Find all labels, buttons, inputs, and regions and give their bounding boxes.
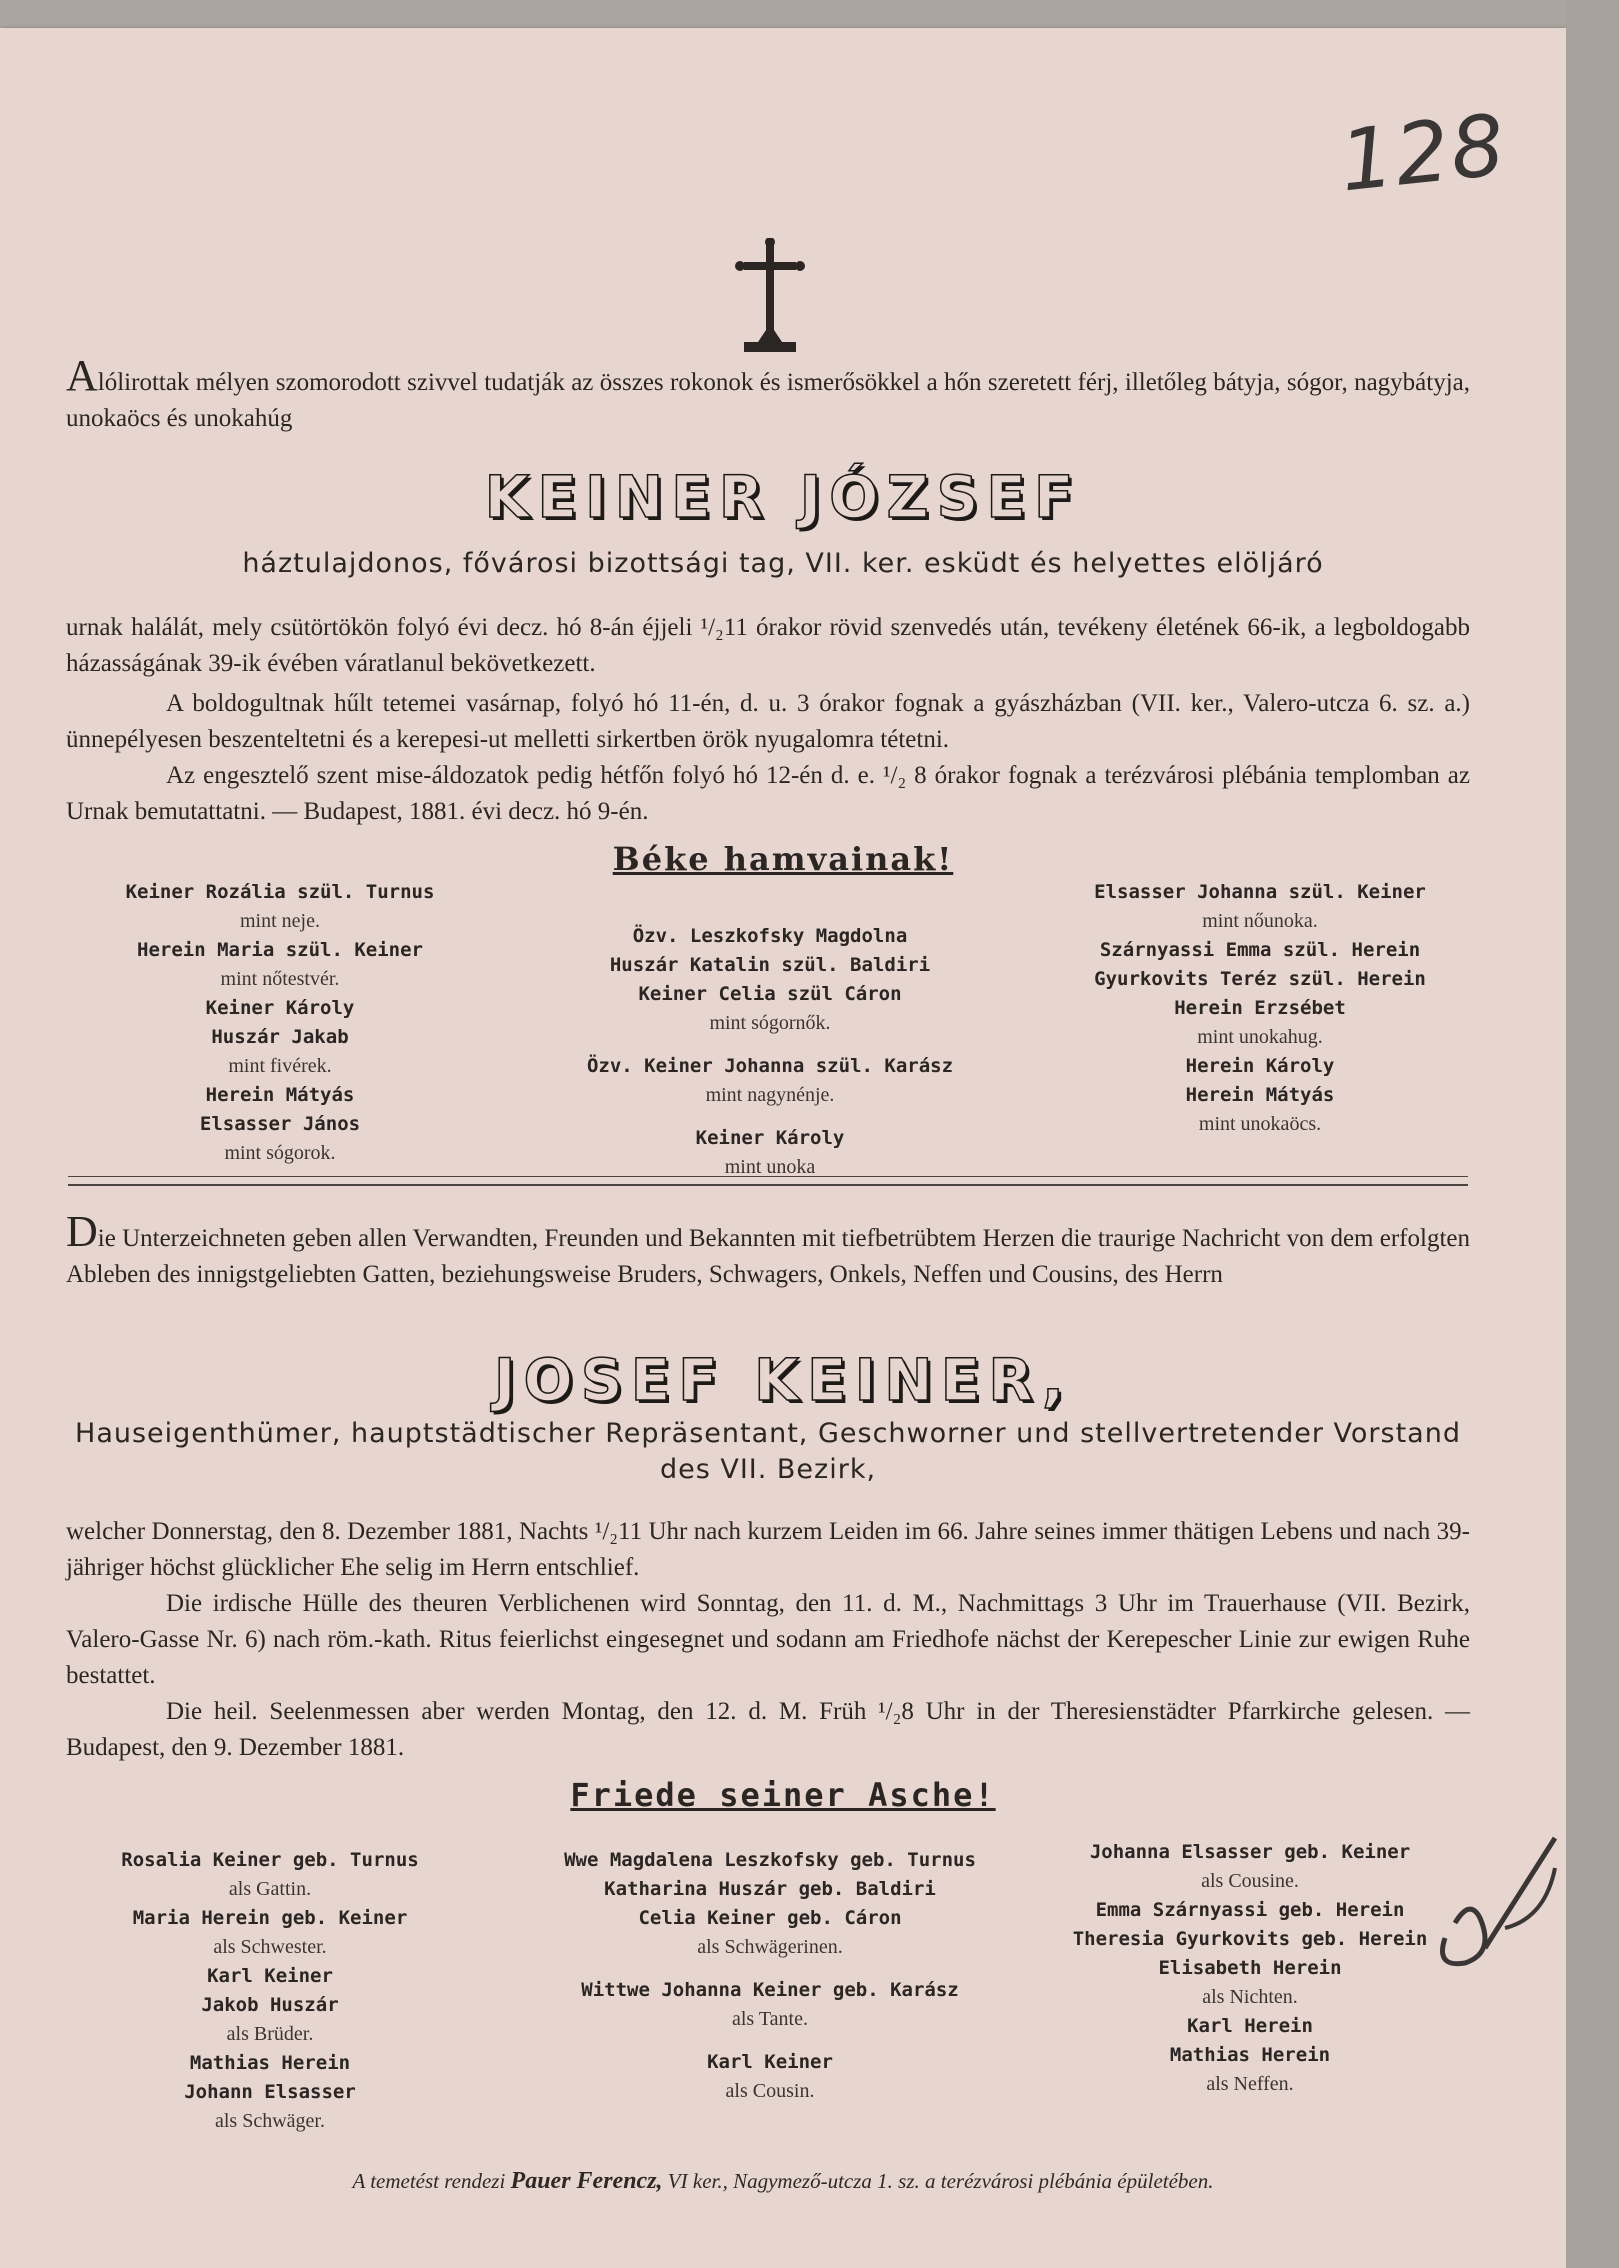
death-notice-sheet <box>0 28 1566 2268</box>
de-motto: Friede seiner Asche! <box>570 1776 996 1814</box>
hu-motto: Béke hamvainak! <box>612 840 954 878</box>
hu-mourners-right <box>1050 878 1470 1139</box>
scan-border-top <box>0 0 1566 28</box>
de-intro: Die Unterzeichneten geben allen Verwandten, Freunden und Bekannten mit tiefbetrübtem Herzen die traurige Nachricht von dem erfolgten Ableben des innigstgeliebten Gatten, beziehungsweise Bruders, Schwagers, Onkels, Neffen und Cousins, des Herrn <box>66 1207 1470 1288</box>
spacer <box>560 1110 980 1124</box>
undertaker-name: Pauer Ferencz, <box>510 2168 663 2194</box>
mourner-name: Karl Keiner <box>707 2051 833 2073</box>
de-deceased-title: Hauseigenthümer, hauptstädtischer Repräsentant, Geschworner und stellvertretender Vorstand des VII. Bezirk, <box>75 1418 1461 1485</box>
mourner-name: Karl Herein <box>1187 2015 1313 2037</box>
mourner-relation: mint nőtestvér. <box>220 968 340 990</box>
handwritten-annotation <box>1425 1818 1575 1998</box>
mourner-name: Theresia Gyurkovits geb. Herein <box>1072 1928 1428 1950</box>
mourner-relation: mint nagynénje. <box>705 1084 835 1106</box>
mourner-relation: als Schwester. <box>213 1936 327 1958</box>
mourner-name: Herein Maria szül. Keiner <box>137 939 423 961</box>
mourner-relation: mint sógornők. <box>709 1012 831 1034</box>
spacer <box>560 908 980 922</box>
cross-icon <box>735 238 805 358</box>
spacer <box>560 1038 980 1052</box>
footer-prefix: A temetést rendezi <box>352 2169 506 2193</box>
de-body-1: welcher Donnerstag, den 8. Dezember 1881, Nachts ¹/₂11 Uhr nach kurzem Leiden im 66. Jahre seines immer thätigen Lebens und nach 39-jähriger höchst glücklicher Ehe selig im Herrn entschlief. <box>66 1518 1470 1581</box>
mourner-relation: mint neje. <box>240 910 320 932</box>
mourner-name: Wittwe Johanna Keiner geb. Karász <box>581 1979 959 2001</box>
mourner-relation: als Cousin. <box>725 2080 815 2102</box>
mourner-name: Johanna Elsasser geb. Keiner <box>1089 1841 1411 1863</box>
mourner-name: Keiner Celia szül Cáron <box>638 983 902 1005</box>
mourner-name: Emma Szárnyassi geb. Herein <box>1095 1899 1405 1921</box>
de-body-2: Die irdische Hülle des theuren Verblichenen wird Sonntag, den 11. d. M., Nachmittags 3 Uhr im Trauerhause (VII. Bezirk, Valero-Gasse Nr. 6) nach röm.-kath. Ritus feierlichst eingesegnet und sodann am Friedhofe nächst der Kerepescher Linie zur ewigen Ruhe bestattet. <box>66 1590 1470 1689</box>
spacer <box>560 2034 980 2048</box>
mourner-name: Johann Elsasser <box>184 2081 356 2103</box>
undertaker-line <box>0 2168 1566 2195</box>
hu-deceased-name: KEINER JÓZSEF <box>484 463 1082 531</box>
mourner-relation: als Brüder. <box>226 2023 314 2045</box>
de-mourners-right <box>1040 1838 1460 2099</box>
mourner-name: Özv. Leszkofsky Magdolna <box>632 925 908 947</box>
mourner-relation: als Neffen. <box>1206 2073 1294 2095</box>
mourner-relation: als Tante. <box>732 2008 808 2030</box>
mourner-name: Katharina Huszár geb. Baldiri <box>604 1878 936 1900</box>
hu-body-2: A boldogultnak hűlt tetemei vasárnap, folyó hó 11-én, d. u. 3 órakor fognak a gyászházban (VII. ker., Valero-utcza 6. sz. a.) ünnepélyesen beszenteltetni és a kerepesi-ut melletti sirkertben örök nyugalomra tétetni. <box>66 690 1470 753</box>
mourner-name: Szárnyassi Emma szül. Herein <box>1099 939 1421 961</box>
hu-deceased-title: háztulajdonos, fővárosi bizottsági tag, VII. ker. esküdt és helyettes elöljáró <box>242 548 1324 579</box>
de-deceased-name: JOSEF KEINER, <box>493 1346 1073 1414</box>
mourner-name: Huszár Jakab <box>211 1026 349 1048</box>
footer-address: VI ker., Nagymező-utcza 1. sz. a terézvárosi plébánia épületében. <box>667 2169 1214 2193</box>
de-body-3: Die heil. Seelenmessen aber werden Montag, den 12. d. M. Früh ¹/₂8 Uhr in der Theresienstädter Pfarrkirche gelesen. — Budapest, den 9. Dezember 1881. <box>66 1698 1470 1761</box>
mourner-relation: mint fivérek. <box>228 1055 332 1077</box>
mourner-name: Mathias Herein <box>1169 2044 1331 2066</box>
mourner-name: Huszár Katalin szül. Baldiri <box>609 954 931 976</box>
mourner-name: Keiner Károly <box>695 1127 845 1149</box>
hu-body-1: urnak halálát, mely csütörtökön folyó évi decz. hó 8-án éjjeli ¹/₂11 órakor rövid szenvedés után, tevékeny életének 66-ik, a legboldogabb házasságának 39-ik évében váratlanul bekövetkezett. <box>66 614 1470 677</box>
mourner-name: Wwe Magdalena Leszkofsky geb. Turnus <box>564 1849 976 1871</box>
mourner-relation: als Gattin. <box>228 1878 312 1900</box>
hu-mourners-middle <box>560 908 980 1182</box>
mourner-name: Herein Mátyás <box>205 1084 355 1106</box>
mourner-relation: als Schwäger. <box>215 2110 325 2132</box>
mourner-relation: als Schwägerinen. <box>697 1936 843 1958</box>
mourner-name: Maria Herein geb. Keiner <box>132 1907 408 1929</box>
mourner-name: Jakob Huszár <box>201 1994 339 2016</box>
mourner-relation: mint nőunoka. <box>1202 910 1318 932</box>
mourner-name: Keiner Károly <box>205 997 355 1019</box>
mourner-relation: mint sógorok. <box>224 1142 336 1164</box>
hu-body-3: Az engesztelő szent mise-áldozatok pedig hétfőn folyó hó 12-én d. e. ¹/₂ 8 órakor fognak a terézvárosi plébánia templomban az Urnak bemutattatni. — Budapest, 1881. évi decz. hó 9-én. <box>66 762 1470 825</box>
mourner-name: Keiner Rozália szül. Turnus <box>125 881 435 903</box>
mourner-relation: als Nichten. <box>1202 1986 1298 2008</box>
hu-intro: Alólirottak mélyen szomorodott szivvel tudatják az összes rokonok és ismerősökkel a hőn szeretett férj, illetőleg bátyja, sógor, nagybátyja, unokaöcs és unokahúg <box>66 351 1470 432</box>
de-mourners-middle <box>560 1846 980 2106</box>
mourner-relation: mint unoka <box>724 1156 816 1178</box>
mourner-name: Herein Erzsébet <box>1174 997 1346 1019</box>
mourner-name: Elisabeth Herein <box>1158 1957 1342 1979</box>
section-divider <box>68 1176 1468 1186</box>
mourner-name: Mathias Herein <box>189 2052 351 2074</box>
scan-border-right <box>1566 0 1619 2268</box>
mourner-name: Özv. Keiner Johanna szül. Karász <box>586 1055 954 1077</box>
mourner-relation: mint unokahug. <box>1197 1026 1323 1048</box>
mourner-name: Herein Mátyás <box>1185 1084 1335 1106</box>
mourner-relation: als Cousine. <box>1201 1870 1299 1892</box>
mourner-name: Karl Keiner <box>207 1965 333 1987</box>
de-mourners-left <box>60 1846 480 2136</box>
mourner-name: Rosalia Keiner geb. Turnus <box>121 1849 419 1871</box>
hu-mourners-left <box>70 878 490 1168</box>
spacer <box>560 1962 980 1976</box>
mourner-name: Celia Keiner geb. Cáron <box>638 1907 902 1929</box>
archive-number: 128 <box>1335 95 1512 211</box>
mourner-name: Herein Károly <box>1185 1055 1335 1077</box>
mourner-name: Gyurkovits Teréz szül. Herein <box>1094 968 1426 990</box>
mourner-name: Elsasser Johanna szül. Keiner <box>1094 881 1426 903</box>
mourner-name: Elsasser János <box>199 1113 361 1135</box>
mourner-relation: mint unokaöcs. <box>1198 1113 1322 1135</box>
